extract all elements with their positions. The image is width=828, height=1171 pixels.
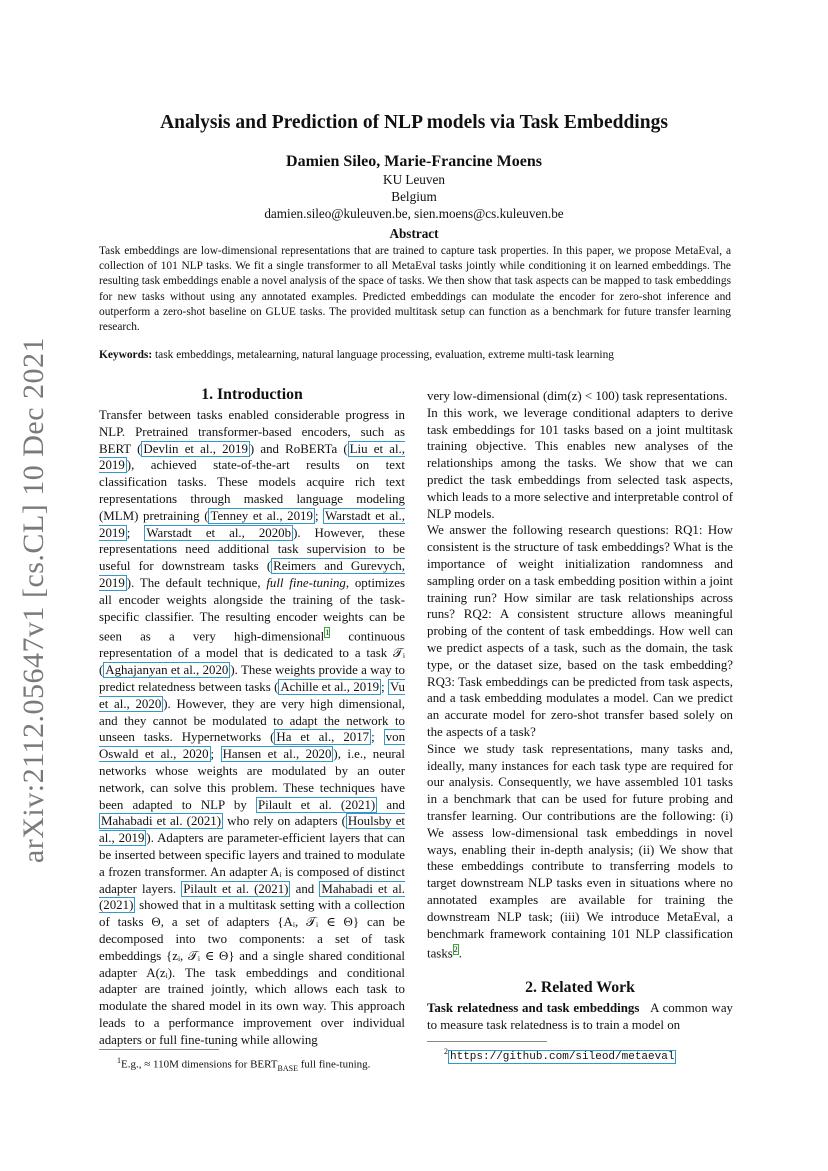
citation-link[interactable]: Ha et al., 2017: [276, 730, 370, 745]
citation-link[interactable]: Pilault et al. (2021): [183, 881, 289, 896]
keywords: [99, 349, 731, 361]
citation-link[interactable]: von Oswald et al., 2020: [99, 730, 406, 762]
paragraph: Since we study task representations, many tasks and, ideally, many instances for each task type are required for our analysis. Consequently, we have assembled 101 tasks in a benchmark that can be used for future probing and transfer learning. Our contributions are the following: (i) We assess low-dimensional task embeddings in novel ways, enabling their in-depth analysis; (ii) We show that these embeddings contribute to transferring models to target downstream NLP tasks even in situations where no annotated examples are available for training the downstream NLP task; (iii) We introduce MetaEval, a benchmark framework containing 101 NLP classification tasks$^2$.: [427, 741, 733, 961]
citation-link[interactable]: Pilault et al. (2021): [257, 797, 376, 812]
paragraph: very low-dimensional (dim(z) < 100) task representations.: [427, 389, 728, 403]
citation-link[interactable]: Devlin et al., 2019: [143, 441, 248, 456]
author-emails: damien.sileo@kuleuven.be, sien.moens@cs.kuleuven.be: [264, 206, 564, 221]
citation-link[interactable]: Reimers and Gurevych, 2019: [99, 559, 405, 590]
abstract-heading: Abstract: [389, 226, 439, 241]
authors: Damien Sileo, Marie-Francine Moens: [286, 153, 542, 170]
section-heading-related-work: 2. Related Work: [525, 979, 635, 996]
footnote-ref-1[interactable]: 1: [325, 628, 330, 638]
citation-link[interactable]: Warstadt et al., 2019: [99, 508, 405, 540]
arxiv-identifier: [14, 336, 54, 864]
citation-link[interactable]: Tenney et al., 2019: [210, 508, 313, 523]
citation-link[interactable]: Vu et al., 2020: [99, 680, 405, 711]
paper-title: Analysis and Prediction of NLP models via Task Embeddings: [160, 112, 668, 133]
keywords-text: task embeddings, metalearning, natural language processing, evaluation, extreme multi-task learning: [155, 349, 614, 361]
citation-link[interactable]: Hansen et al., 2020: [222, 747, 332, 762]
footnote-2: $^2$ https://github.com/sileod/metaeval: [444, 1047, 675, 1063]
right-column: [427, 388, 733, 962]
arxiv-identifier-text: arXiv:2112.05647v1 [cs.CL] 10 Dec 2021: [17, 336, 50, 864]
footnote-1: $^1$E.g., ≈ 110M dimensions for $BERT_{BASE}$ full fine-tuning.: [117, 1056, 371, 1073]
paragraph: We answer the following research questions: RQ1: How consistent is the structure of task embeddings? What is the importance of weight initialization randomness and sampling order on a task embedding position within a joint training run? How similar are task relationships across runs? RQ2: A consistent structure allows meaningful probing of the content of task embeddings. How well can we predict aspects of a task, such as the domain, the task type, or the dataset size, based on the task embedding? RQ3: Task embeddings can be predicted from task aspects, and a task embedding modulates a model. Can we predict an accurate model for zero-shot transfer based solely on the aspects of a task?: [427, 523, 733, 739]
citation-link[interactable]: Liu et al., 2019: [99, 441, 405, 473]
citation-link[interactable]: Aghajanyan et al., 2020: [105, 663, 229, 678]
affiliation-country: Belgium: [391, 189, 437, 204]
github-url-link[interactable]: https://github.com/sileod/metaeval: [450, 1050, 675, 1063]
citation-link[interactable]: Mahabadi et al. (2021): [101, 814, 222, 829]
paragraph-heading: Task relatedness and task embeddings: [427, 1001, 640, 1015]
footnote-rule: [427, 1041, 547, 1042]
citation-link[interactable]: Houlsby et al., 2019: [99, 814, 405, 846]
section-heading-introduction: 1. Introduction: [201, 386, 303, 403]
footnote-ref-2[interactable]: 2: [453, 945, 458, 955]
left-column: Transfer between tasks enabled considerable progress in NLP. Pretrained transformer-based encoders, such as BERT ( Devlin et al., 2019 ) and RoBERTa ( Liu et al., 2019 ), achieved state-of-the-art results on text classification tasks. These models acquire rich text representations through masked language modeling (MLM) pretraining ( Tenney et al., 2019 ; Warstadt et al., 2019 ; Warstadt et al., 2020b ). However, these representations need additional task supervision to be useful for downstream tasks ( Reimers and Gurevych, 2019 ). The default technique, full fine-tuning, optimizes all encoder weights alongside the training of the task-specific classifier. The resulting encoder weights can be seen as a very high-dimensional$^1$ continuous representation of a model that is dedicated to a task 𝒯ᵢ ( Aghajanyan et al., 2020 ). These weights provide a way to predict relatedness between tasks ( Achille et al., 2019 ; Vu et al., 2020 ). However, they are very high dimensional, and they cannot be modulated to adapt the network to unseen tasks. Hypernetworks ( Ha et al., 2017 ; von Oswald et al., 2020 ; Hansen et al., 2020 ), i.e., neural networks whose weights are modulated by an outer network, can solve this problem. These techniques have been adapted to NLP by Pilault et al. (2021) and Mahabadi et al. (2021) who rely on adapters ( Houlsby et al., 2019 ). Adapters are parameter-efficient layers that can be inserted between specific layers and trained to modulate a frozen transformer. An adapter Aᵢ is composed of distinct adapter layers. Pilault et al. (2021) and Mahabadi et al. (2021) showed that in a multitask setting with a collection of tasks Θ, a set of adapters {Aᵢ, 𝒯ᵢ ∈ Θ} can be decomposed into two components: a set of task embeddings {zᵢ, 𝒯ᵢ ∈ Θ} and a single shared conditional adapter A(zᵢ). The task embeddings and conditional adapter are trained jointly, which allows each task to modulate the shared model in its own way. This approach leads to a performance improvement over individual adapters or full fine-tuning while allowing: [99, 408, 406, 1047]
citation-link[interactable]: Achille et al., 2019: [280, 680, 380, 695]
footnote-rule: [99, 1049, 219, 1050]
abstract-text: Task embeddings are low-dimensional representations that are trained to capture task properties. In this paper, we propose MetaEval, a collection of 101 NLP tasks. We fit a single transformer to all MetaEval tasks jointly while conditioning it on learned embeddings. The resulting task embeddings enable a novel analysis of the space of tasks. We then show that task aspects can be mapped to task embeddings for new tasks without using any annotated examples. Predicted embeddings can modulate the encoder for zero-shot inference and outperform a zero-shot baseline on GLUE tasks. The provided multitask setup can function as a benchmark for future transfer learning research.: [99, 245, 731, 334]
related-work-text: Task relatedness and task embeddings A common way to measure task relatedness is to train a model on: [427, 1001, 733, 1032]
keywords-label: Keywords:: [99, 349, 153, 361]
citation-link[interactable]: Warstadt et al., 2020b: [146, 525, 292, 540]
paragraph: In this work, we leverage conditional adapters to derive task embeddings for 101 tasks based on a joint multitask training objective. This enables new analyses of the relationships among the tasks. We show that we can predict the task embeddings from selected task aspects, which leads to a more selective and interpretable control of NLP models.: [427, 405, 733, 521]
citation-link[interactable]: Mahabadi et al. (2021): [99, 881, 405, 913]
affiliation-institution: KU Leuven: [383, 172, 445, 187]
